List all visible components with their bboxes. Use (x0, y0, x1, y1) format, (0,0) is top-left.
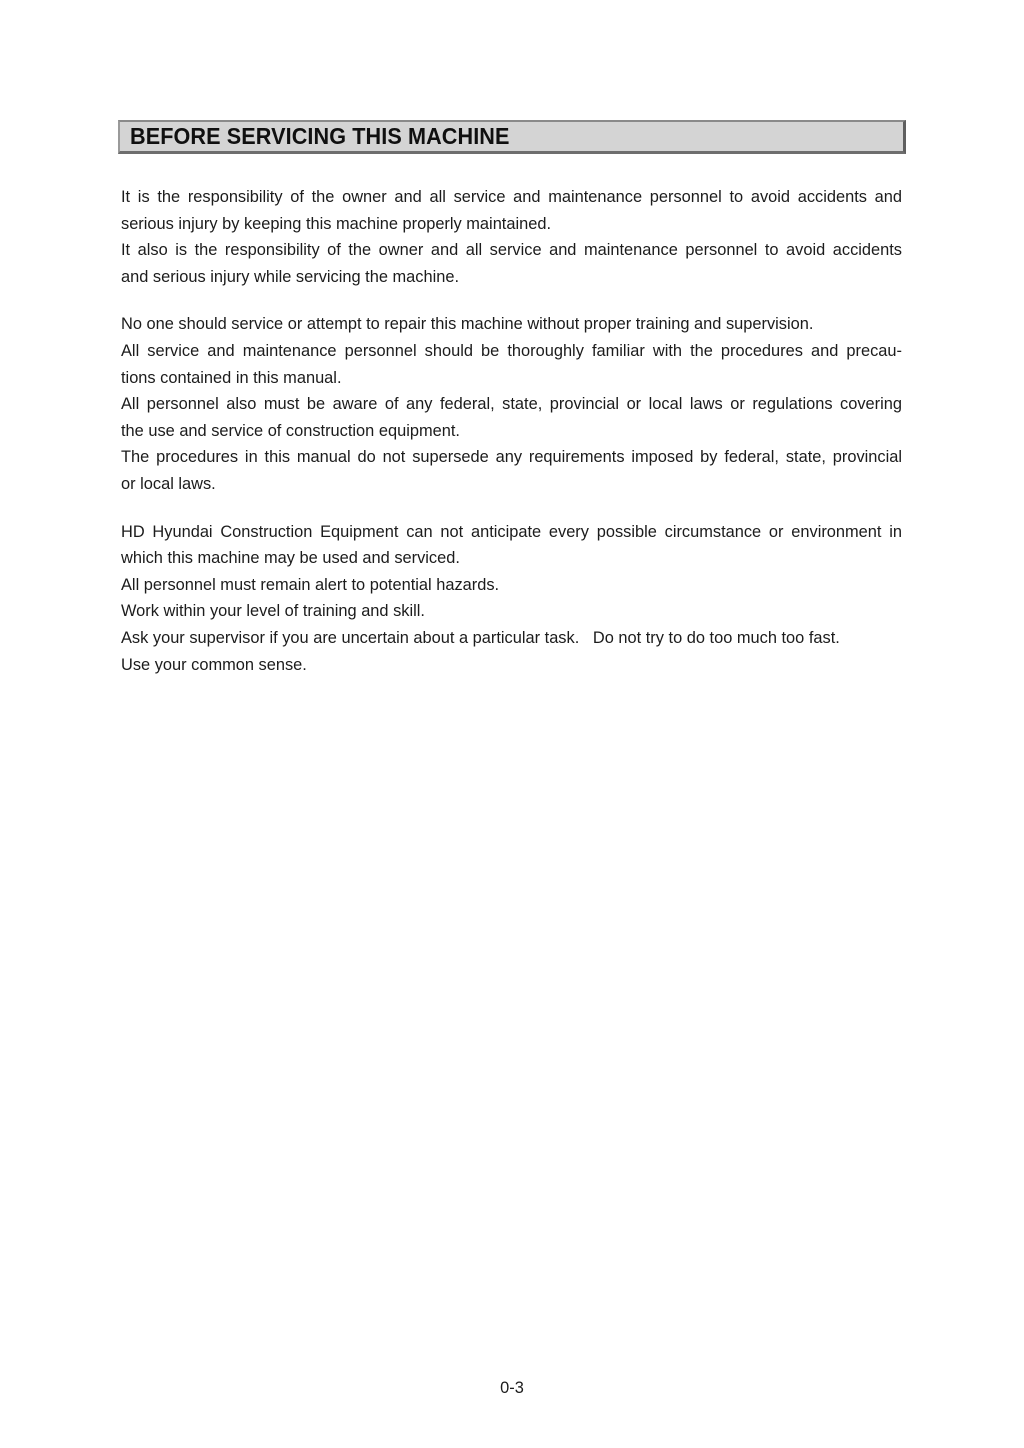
body-line: All personnel also must be aware of any federal, state, provincial or local laws or regulations covering (121, 395, 902, 414)
body-line: or local laws. (121, 474, 216, 493)
body-line: Ask your supervisor if you are uncertain about a particular task. Do not try to do too much too fast. (121, 628, 840, 647)
body-line: HD Hyundai Construction Equipment can not anticipate every possible circumstance or environment in (121, 522, 902, 541)
paragraph-common-sense-and-hazards (121, 519, 902, 679)
body-line: The procedures in this manual do not supersede any requirements imposed by federal, state, provincial (121, 448, 902, 467)
body-line: serious injury by keeping this machine properly maintained. (121, 214, 552, 233)
body-line: No one should service or attempt to repair this machine without proper training and supervision. (121, 315, 814, 334)
body-line: It is the responsibility of the owner and all service and maintenance personnel to avoid accidents and (121, 188, 902, 206)
section-header-bar (118, 120, 906, 154)
body-line: the use and service of construction equipment. (121, 421, 460, 440)
paragraph-responsibility-of-owner (121, 184, 902, 290)
page-number: 0-3 (500, 1379, 524, 1397)
body-line: It also is the responsibility of the owner and all service and maintenance personnel to avoid accidents (121, 241, 902, 260)
body-line: and serious injury while servicing the machine. (121, 267, 459, 286)
page-footer (0, 1378, 1024, 1398)
body-line: tions contained in this manual. (121, 368, 342, 387)
body-line: which this machine may be used and serviced. (121, 549, 460, 568)
body-line: Use your common sense. (121, 655, 307, 674)
body-line: All service and maintenance personnel should be thoroughly familiar with the procedures and precau- (121, 341, 902, 360)
paragraph-training-and-regulations (121, 311, 902, 497)
body-line: All personnel must remain alert to potential hazards. (121, 575, 500, 594)
document-body (121, 184, 902, 678)
body-line: Work within your level of training and skill. (121, 602, 425, 621)
page-title: BEFORE SERVICING THIS MACHINE (130, 123, 510, 149)
